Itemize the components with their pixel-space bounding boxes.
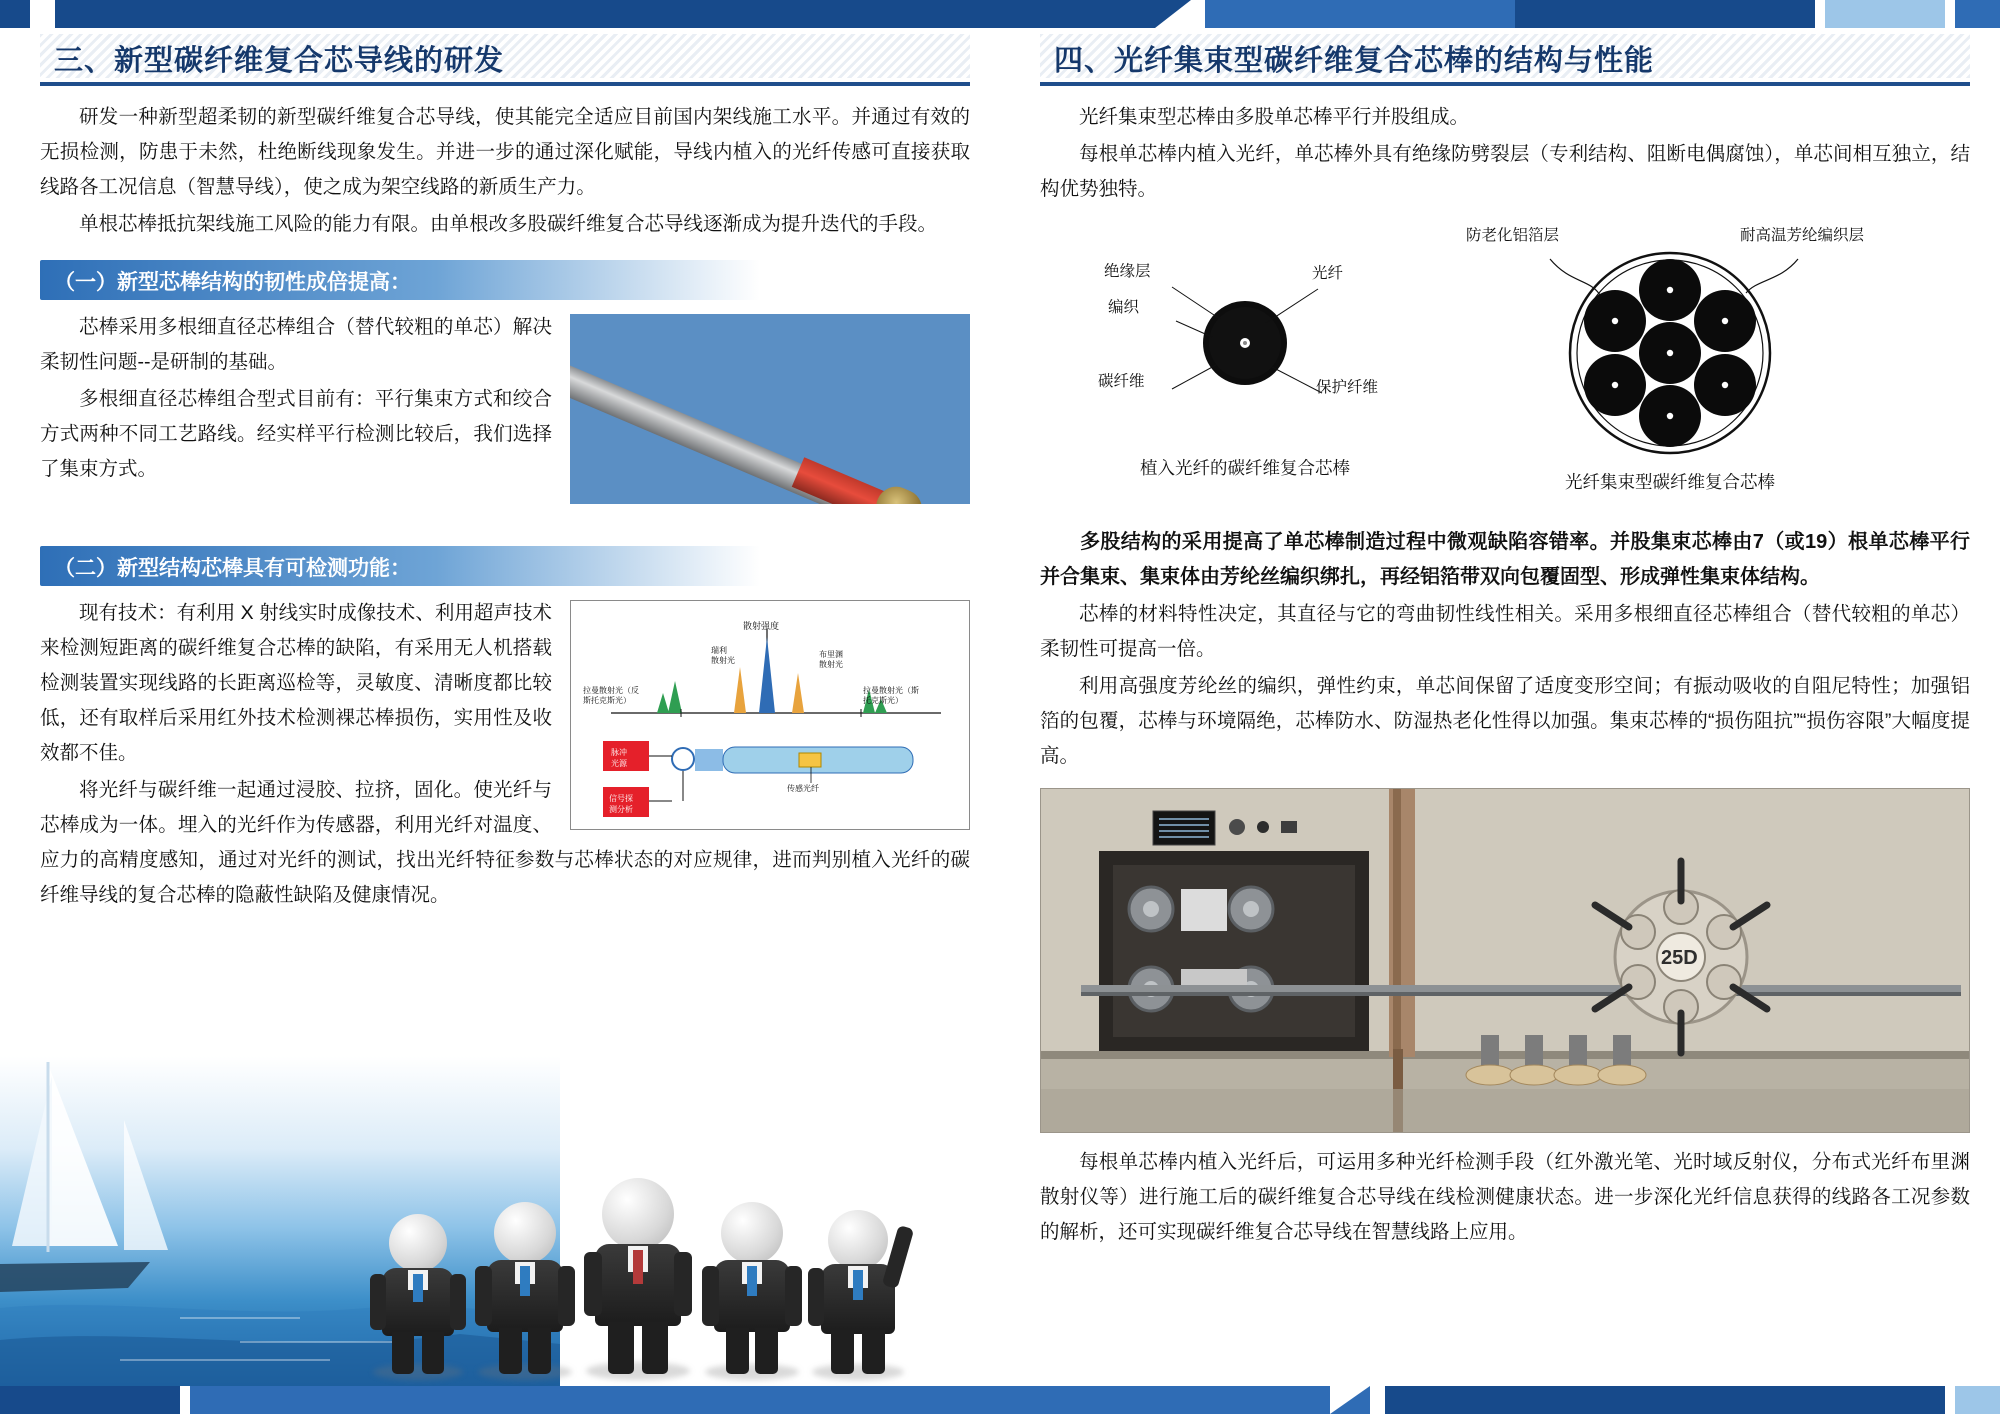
spectra-svg — [571, 601, 969, 829]
figurine-head — [389, 1214, 447, 1272]
heading-underline — [40, 82, 970, 86]
figurine-arm-left — [475, 1266, 492, 1326]
figurine-arm-right — [674, 1252, 692, 1316]
svg-text:脉冲: 脉冲 — [611, 748, 627, 757]
bottom-bar-segment — [0, 1386, 180, 1414]
figurine — [370, 1214, 466, 1374]
bottom-bar-segment — [190, 1386, 1330, 1414]
production-line-machine-photo — [1040, 788, 1970, 1133]
top-bar-segment — [0, 0, 30, 28]
paragraph: 现有技术：有利用 X 射线实时成像技术、利用超声技术来检测短距离的碳纤维复合芯棒的缺陷，有采用无人机搭载检测装置实现线路的长距离巡检等，灵敏度、清晰度都比较低，还有取样后采用红外技术检测裸芯棒损伤，实用性及收效都不佳。 — [40, 602, 552, 764]
rod-shaft — [570, 355, 970, 504]
figurine-head — [828, 1210, 888, 1270]
top-bar-segment — [1205, 0, 1515, 28]
paragraph: 将光纤与碳纤维一起通过浸胶、拉挤，固化。使光纤与芯棒成为一体。埋入的光纤作为传感器，利用光纤对温度、应力的高精度感知，通过对光纤的测试，找出光纤特征参数与芯棒状态的对应规律，进而判别植入光纤的碳纤维导线的复合芯棒的隐蔽性缺陷及健康情况。 — [40, 779, 970, 906]
svg-text:25D: 25D — [1661, 947, 1698, 969]
top-bar-triangle — [1155, 0, 1191, 28]
paragraph: 光纤集束型芯棒由多股单芯棒平行并股组成。 — [1079, 106, 1470, 128]
machine-photo-svg — [1041, 789, 1969, 1132]
bottom-bar-segment — [1385, 1386, 1945, 1414]
bundle-core-diagram — [1440, 223, 1940, 503]
figurine-leg-right — [755, 1328, 778, 1374]
figurine-shadow — [478, 1364, 572, 1380]
sub-heading-1-label: （一）新型芯棒结构的韧性成倍提高： — [54, 271, 411, 294]
left-column — [40, 34, 970, 915]
label-aluminum-foil-layer: 防老化铝箔层 — [1466, 227, 1560, 244]
paragraph: 每根单芯棒内植入光纤后，可运用多种光纤检测手段（红外激光笔、光时域反射仪，分布式光纤布里渊散射仪等）进行施工后的碳纤维复合芯导线在线检测健康状态。进一步深化光纤信息获得的线路各工况参数的解析，还可实现碳纤维复合芯导线在智慧线路上应用。 — [1040, 1151, 1970, 1243]
figurine-leg-left — [726, 1328, 749, 1374]
figurine-leg-left — [392, 1332, 414, 1374]
svg-text:散射光: 散射光 — [819, 660, 843, 669]
paragraph: 芯棒采用多根细直径芯棒组合（替代较粗的单芯）解决柔韧性问题--是研制的基础。 — [40, 316, 552, 373]
paragraph: 芯棒的材料特性决定，其直径与它的弯曲韧性线性相关。采用多根细直径芯棒组合（替代较粗的单芯）柔韧性可提高一倍。 — [1040, 603, 1970, 660]
paragraph: 单根芯棒抵抗架线施工风险的能力有限。由单根改多股碳纤维复合芯导线逐渐成为提升迭代的手段。 — [79, 213, 938, 235]
svg-text:传感光纤: 传感光纤 — [787, 784, 819, 793]
figurine-leg-left — [831, 1330, 854, 1374]
figurine-tie — [520, 1266, 530, 1296]
figurine — [808, 1206, 908, 1374]
figurine-arm-right — [785, 1266, 802, 1326]
figurine — [702, 1202, 802, 1374]
top-bar-segment — [1515, 0, 1815, 28]
svg-text:信号探: 信号探 — [609, 794, 633, 803]
label-carbon-fiber: 碳纤维 — [1098, 373, 1145, 390]
section-heading-4 — [1040, 34, 1970, 86]
figurine — [475, 1202, 575, 1374]
figurine-shadow — [373, 1364, 463, 1380]
svg-text:散射光: 散射光 — [711, 656, 735, 665]
figurine-leg-right — [528, 1328, 551, 1374]
single-core-caption: 植入光纤的碳纤维复合芯棒 — [1140, 458, 1350, 478]
figurine-head — [721, 1202, 783, 1264]
top-bar-segment — [55, 0, 1155, 28]
figurine-tie — [633, 1250, 643, 1284]
figurine-arm-left — [584, 1252, 602, 1316]
figurine-tie — [413, 1274, 423, 1302]
bottom-bar-segment — [1955, 1386, 2000, 1414]
svg-text:光源: 光源 — [611, 759, 627, 768]
sub-section-2-content — [40, 596, 970, 915]
figurine — [582, 1178, 694, 1374]
svg-text:瑞利: 瑞利 — [711, 646, 727, 655]
sub-section-1-content — [40, 310, 970, 512]
figurine-shadow — [586, 1362, 690, 1380]
label-insulation-layer: 绝缘层 — [1104, 263, 1151, 280]
figurine-shadow — [812, 1364, 904, 1380]
figurine-head — [494, 1202, 556, 1264]
section-3-title: 三、新型碳纤维复合芯导线的研发 — [54, 45, 505, 77]
figurine-leg-right — [422, 1332, 444, 1374]
bottom-bar-triangle — [1330, 1386, 1370, 1414]
paragraph: 利用高强度芳纶丝的编织，弹性约束，单芯间保留了适度变形空间；有振动吸收的自阻尼特性；加强铝箔的包覆，芯棒与环境隔绝，芯棒防水、防湿热老化性得以加强。集束芯棒的“损伤阻抗”“损伤容限”大幅度提高。 — [1040, 675, 1970, 767]
figurine-tie — [747, 1266, 757, 1296]
sub-heading-2-label: （二）新型结构芯棒具有可检测功能： — [54, 557, 411, 580]
figurine-arm-left — [370, 1274, 386, 1330]
paragraph-emphasis: 多股结构的采用提高了单芯棒制造过程中微观缺陷容错率。并股集束芯棒由7（或19）根单芯棒平行并合集束、集束体由芳纶丝编织绑扎，再经铝箔带双向包覆固型、形成弹性集束体结构。 — [1040, 531, 1970, 588]
figurine-arm-right — [558, 1266, 575, 1326]
figurine-arm-left — [808, 1268, 824, 1326]
figurine-shadow — [705, 1364, 799, 1380]
figurine-arm-right — [450, 1274, 466, 1330]
paragraph: 每根单芯棒内植入光纤，单芯棒外具有绝缘防劈裂层（专利结构、阻断电偶腐蚀），单芯间相互独立，结构优势独特。 — [1040, 143, 1970, 200]
figurine-leg-left — [499, 1328, 522, 1374]
section-heading-3 — [40, 34, 970, 86]
figurine-leg-left — [608, 1322, 634, 1374]
bundle-core-caption: 光纤集束型碳纤维复合芯棒 — [1565, 472, 1775, 492]
bundle-core-svg — [1440, 223, 1900, 473]
svg-text:散射强度: 散射强度 — [743, 621, 780, 631]
carbon-fiber-rod-photo — [570, 314, 970, 504]
label-aramid-braid-layer: 耐高温芳纶编织层 — [1740, 227, 1865, 244]
top-decorative-bar — [0, 0, 2000, 28]
single-core-diagram — [1080, 243, 1410, 478]
section-4-title: 四、光纤集束型碳纤维复合芯棒的结构与性能 — [1054, 45, 1655, 77]
paragraph: 研发一种新型超柔韧的新型碳纤维复合芯导线，使其能完全适应目前国内架线施工水平。并通过有效的无损检测，防患于未然，杜绝断线现象发生。并进一步的通过深化赋能，导线内植入的光纤传感可直接获取线路各工况信息（智慧导线），使之成为架空线路的新质生产力。 — [40, 106, 970, 198]
label-optical-fiber: 光纤 — [1312, 265, 1344, 282]
top-bar-segment — [1955, 0, 2000, 28]
svg-text:斯托克斯光）: 斯托克斯光） — [583, 696, 631, 705]
cross-section-figures — [1040, 213, 1970, 513]
svg-text:拉曼散射光（反: 拉曼散射光（反 — [583, 686, 639, 695]
paragraph: 多根细直径芯棒组合型式目前有：平行集束方式和绞合方式两种不同工艺路线。经实样平行检测比较后，我们选择了集束方式。 — [40, 388, 552, 480]
svg-text:布里渊: 布里渊 — [819, 650, 843, 659]
svg-text:托克斯光）: 托克斯光） — [863, 696, 903, 705]
figurine-leg-right — [862, 1330, 885, 1374]
figurine-group-decoration — [370, 1144, 910, 1374]
bottom-decorative-bar — [0, 1386, 2000, 1414]
sub-heading-2 — [40, 546, 760, 586]
figurine-arm-left — [702, 1266, 719, 1326]
sub-heading-1 — [40, 260, 760, 300]
right-column — [1040, 34, 1970, 1252]
svg-text:拉曼散射光（斯: 拉曼散射光（斯 — [863, 686, 919, 695]
figurine-leg-right — [642, 1322, 668, 1374]
top-bar-segment — [1825, 0, 1945, 28]
label-braid: 编织 — [1108, 299, 1140, 316]
figurine-head — [602, 1178, 674, 1250]
label-protective-fiber: 保护纤维 — [1316, 379, 1379, 396]
heading-underline — [1040, 82, 1970, 86]
figurine-tie — [853, 1270, 863, 1300]
ofdr-spectra-diagram — [570, 600, 970, 830]
svg-text:测分析: 测分析 — [609, 805, 633, 814]
